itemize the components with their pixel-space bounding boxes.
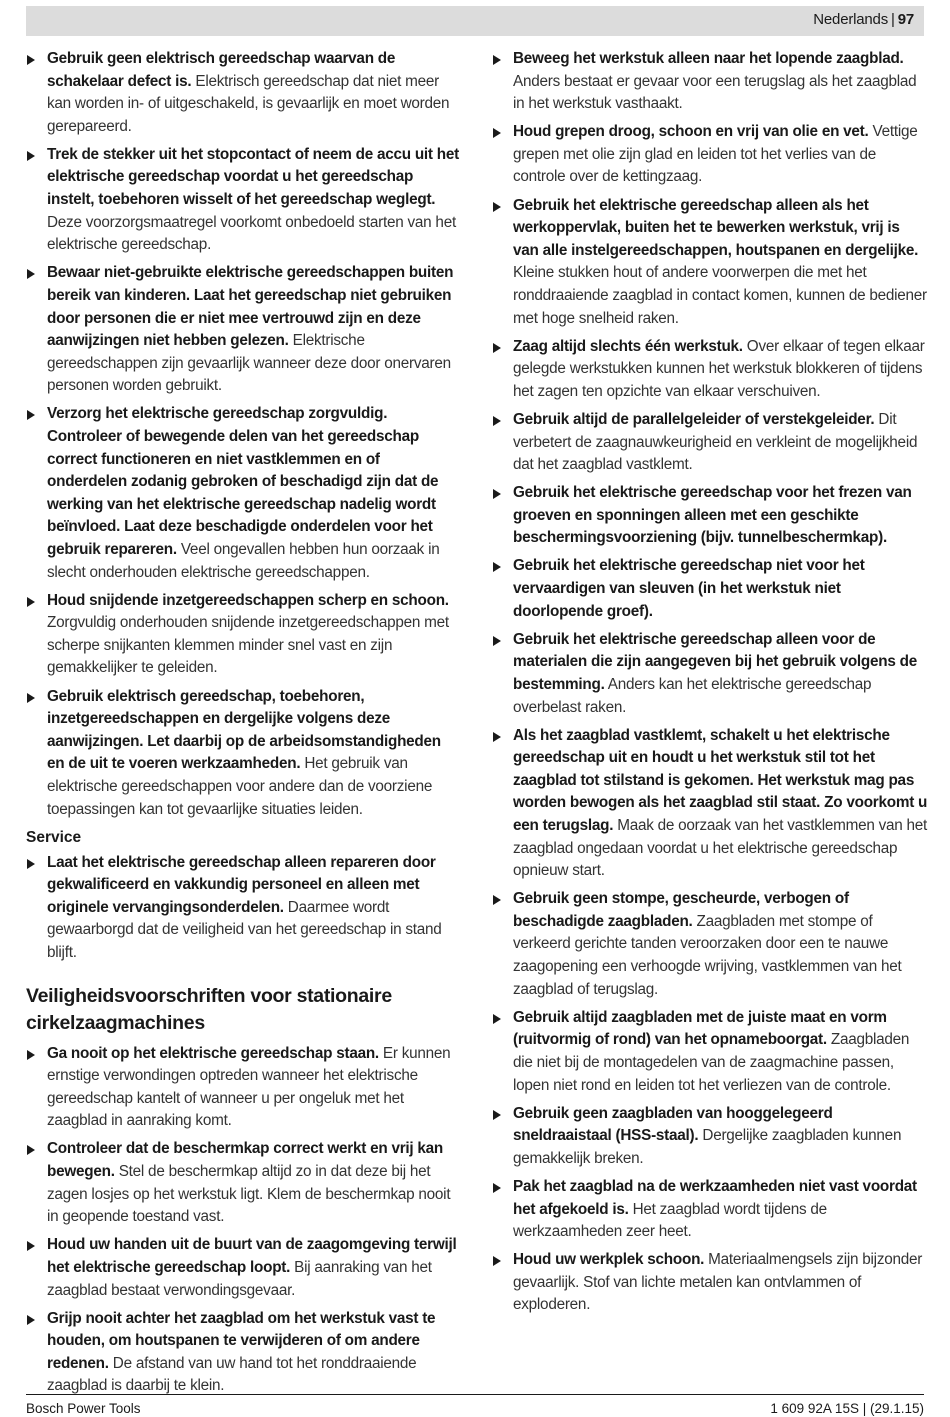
item-normal-text: Het gebruik van elektrische gereedschappen voor andere dan de voorziene toepassingen kan tot gevaarlijke situaties leiden. [47, 755, 433, 818]
item-normal-text: Over elkaar of tegen elkaar gelegde werkstukken kunnen het werkstuk blokkeren of tijdens het zagen ten opzichte van elkaar verschuiven. [513, 337, 925, 400]
bullet-triangle-icon [493, 895, 501, 905]
item-normal-text: Dit verbetert de zaagnauwkeurigheid en verkleint de mogelijkheid dat het zaagblad vastklemt. [513, 410, 918, 474]
bullet-triangle-icon [27, 151, 35, 161]
list-item [492, 1249, 928, 1317]
item-bold-text: Gebruik het elektrische gereedschap voor het frezen van groeven en sponningen alleen met een geschikte beschermingsvoorziening (bijv. tunnelbeschermkap). [513, 484, 912, 547]
bullet-triangle-icon [493, 489, 501, 499]
right-list [492, 48, 928, 1317]
item-bold-text: Grijp nooit achter het zaagblad om het werkstuk vast te houden, om houtspanen te verwijderen of om andere redenen. [47, 1309, 436, 1372]
bullet-triangle-icon [27, 1315, 35, 1325]
bullet-triangle-icon [493, 55, 501, 65]
list-item [26, 1043, 462, 1133]
list-item [26, 1138, 462, 1228]
item-bold-text: Bewaar niet-gebruikte elektrische gereedschappen buiten bereik van kinderen. Laat het gereedschap niet gebruiken door personen die er niet mee vertrouwd zijn en deze aanwijzingen niet hebben gelezen. [47, 264, 454, 350]
bullet-triangle-icon [493, 1014, 501, 1024]
bullet-triangle-icon [27, 1145, 35, 1155]
bullet-triangle-icon [493, 732, 501, 742]
item-normal-text: Veel ongevallen hebben hun oorzaak in slecht onderhouden elektrische gereedschappen. [47, 540, 440, 581]
item-bold-text: Controleer dat de beschermkap correct werkt en vrij kan bewegen. [47, 1140, 444, 1181]
item-bold-text: Beweeg het werkstuk alleen naar het lopende zaagblad. [513, 50, 904, 67]
header-language: Nederlands [813, 11, 888, 28]
list-item [26, 1308, 462, 1398]
item-bold-text: Zaag altijd slechts één werkstuk. [513, 337, 743, 355]
item-bold-text: Gebruik altijd zaagbladen met de juiste maat en vorm (ruitvormig of rond) van het opnameboorgat. [513, 1008, 887, 1049]
list-item [492, 482, 928, 550]
bullet-triangle-icon [27, 410, 35, 420]
bullet-triangle-icon [493, 1256, 501, 1266]
list-item [492, 1103, 928, 1171]
footer-divider [26, 1394, 924, 1395]
list-item [492, 48, 928, 116]
footer-brand: Bosch Power Tools [26, 1401, 141, 1416]
left-top-list [26, 48, 462, 821]
list-item [26, 48, 462, 138]
item-normal-text: Elektrische gereedschappen zijn gevaarlijk wanneer deze door onervaren personen worden gebruikt. [47, 332, 451, 395]
item-bold-text: Laat het elektrische gereedschap alleen repareren door gekwalificeerd en vakkundig personeel en alleen met originele vervangingsonderdelen. [47, 853, 436, 916]
page-header [26, 6, 924, 36]
bullet-triangle-icon [27, 55, 35, 65]
right-column [492, 48, 928, 1322]
item-normal-text: Er kunnen ernstige verwondingen optreden wanneer het elektrische gereedschap kantelt of wanneer u per ongeluk met het zaagblad in aanraking komt. [47, 1044, 451, 1130]
item-normal-text: Het zaagblad wordt tijdens de werkzaamheden zeer heet. [513, 1200, 827, 1241]
list-item [26, 1234, 462, 1302]
item-bold-text: Ga nooit op het elektrische gereedschap staan. [47, 1044, 379, 1062]
item-normal-text: Zaagbladen die niet bij de montagedelen van de zaagmachine passen, lopen niet rond en leiden tot het verliezen van de controle. [513, 1031, 910, 1094]
bullet-triangle-icon [493, 1110, 501, 1120]
item-normal-text: Kleine stukken hout of andere voorwerpen die met het ronddraaiende zaagblad in contact komen, kunnen de bediener met hoge snelheid raken. [513, 264, 927, 327]
item-normal-text: Daarmee wordt gewaarborgd dat de veiligheid van het gereedschap in stand blijft. [47, 898, 442, 961]
item-normal-text: Maak de oorzaak van het vastklemmen van het zaagblad ongedaan voordat u het elektrische gereedschap opnieuw start. [513, 817, 928, 880]
item-normal-text: Stel de beschermkap altijd zo in dat deze bij het zagen losjes op het werkstuk ligt. Klem de beschermkap nooit in geopende toestand vast. [47, 1163, 451, 1226]
item-normal-text: Elektrisch gereedschap dat niet meer kan worden in- of uitgeschakeld, is gevaarlijk en moet worden gerepareerd. [47, 72, 450, 135]
item-bold-text: Gebruik geen stompe, gescheurde, verbogen of beschadigde zaagbladen. [513, 890, 849, 930]
item-normal-text: Dergelijke zaagbladen kunnen gemakkelijk breken. [513, 1127, 902, 1167]
list-item [492, 336, 928, 404]
bullet-triangle-icon [493, 1183, 501, 1193]
item-bold-text: Houd uw handen uit de buurt van de zaagomgeving terwijl het elektrische gereedschap loopt. [47, 1236, 457, 1276]
bullet-triangle-icon [27, 269, 35, 279]
item-bold-text: Gebruik geen elektrisch gereedschap waarvan de schakelaar defect is. [47, 50, 396, 90]
item-normal-text: Zorgvuldig onderhouden snijdende inzetgereedschappen met scherpe snijkanten klemmen minder snel vast en zijn gemakkelijker te geleiden. [47, 614, 449, 677]
item-normal-text: Materiaalmengsels zijn bijzonder gevaarlijk. Stof van lichte metalen kan ontvlammen of exploderen. [513, 1251, 923, 1314]
item-bold-text: Trek de stekker uit het stopcontact of neem de accu uit het elektrische gereedschap voordat u het gereedschap instelt, toebehoren wisselt of het gereedschap weglegt. [47, 145, 459, 209]
item-bold-text: Gebruik geen zaagbladen van hooggelegeerd sneldraaistaal (HSS-staal). [513, 1104, 833, 1145]
bullet-triangle-icon [27, 859, 35, 869]
item-bold-text: Pak het zaagblad na de werkzaamheden niet vast voordat het afgekoeld is. [513, 1177, 917, 1218]
list-item [492, 888, 928, 1001]
item-bold-text: Als het zaagblad vastklemt, schakelt u het elektrische gereedschap uit en houdt u het werkstuk stil tot het zaagblad tot stilstand is gekomen. Het werkstuk mag pas worden bewogen als het zaagblad stil staat. Zo voorkomt u een terugslag. [513, 726, 928, 834]
bullet-triangle-icon [493, 636, 501, 646]
item-bold-text: Gebruik elektrisch gereedschap, toebehoren, inzetgereedschappen en dergelijke volgens deze aanwijzingen. Let daarbij op de arbeidsomstandigheden en de uit te voeren werkzaamheden. [47, 687, 441, 773]
item-bold-text: Houd grepen droog, schoon en vrij van olie en vet. [513, 123, 869, 141]
list-item [26, 590, 462, 680]
list-item [26, 403, 462, 584]
list-item [492, 725, 928, 883]
item-normal-text: Bij aanraking van het zaagblad bestaat verwondingsgevaar. [47, 1258, 432, 1299]
bullet-triangle-icon [27, 597, 35, 607]
list-item [492, 1176, 928, 1244]
item-bold-text: Gebruik altijd de parallelgeleider of verstekgeleider. [513, 410, 875, 428]
item-normal-text: Deze voorzorgsmaatregel voorkomt onbedoeld starten van het elektrische gereedschap. [47, 213, 456, 254]
left-column [26, 48, 462, 1403]
item-normal-text: Anders kan het elektrische gereedschap overbelast raken. [513, 675, 872, 716]
list-item [26, 262, 462, 398]
item-bold-text: Gebruik het elektrische gereedschap niet voor het vervaardigen van sleuven (in het werkstuk niet doorlopende groef). [513, 557, 865, 620]
bullet-triangle-icon [493, 562, 501, 572]
bullet-triangle-icon [493, 128, 501, 138]
bullet-triangle-icon [493, 416, 501, 426]
item-bold-text: Houd snijdende inzetgereedschappen scherp en schoon. [47, 591, 449, 609]
item-bold-text: Gebruik het elektrische gereedschap alleen als het werkoppervlak, buiten het te bewerken werkstuk, vrij is van alle instelgereedschappen, houtspanen en dergelijke. [513, 196, 919, 259]
bullet-triangle-icon [27, 1241, 35, 1251]
item-bold-text: Verzorg het elektrische gereedschap zorgvuldig. Controleer of bewegende delen van het gereedschap correct functioneren en niet vastklemmen en of onderdelen zodanig gebroken of beschadigd zijn dat de werking van het elektrische gereedschap nadelig wordt beïnvloed. Laat deze beschadigde onderdelen voor het gebruik repareren. [47, 405, 439, 558]
item-bold-text: Gebruik het elektrische gereedschap alleen voor de materialen die zijn aangegeven bij het gebruik volgens de bestemming. [513, 630, 917, 693]
bullet-triangle-icon [493, 343, 501, 353]
list-item [26, 852, 462, 965]
bullet-triangle-icon [27, 1050, 35, 1060]
service-heading: Service [26, 828, 82, 846]
list-item [492, 121, 928, 189]
bullet-triangle-icon [493, 202, 501, 212]
header-separator: | [891, 11, 895, 28]
item-normal-text: Anders bestaat er gevaar voor een terugslag als het zaagblad in het werkstuk vasthaakt. [513, 72, 917, 113]
item-normal-text: Vettige grepen met olie zijn glad en leiden tot het verlies van de controle over de kettingzaag. [513, 123, 918, 186]
page-number: 97 [897, 11, 914, 28]
bullet-triangle-icon [27, 693, 35, 703]
section-list [26, 1043, 462, 1398]
list-item [492, 629, 928, 719]
list-item [492, 409, 928, 477]
list-item [492, 195, 928, 331]
service-list [26, 852, 462, 965]
list-item [26, 144, 462, 257]
list-item [492, 555, 928, 623]
section-title: Veiligheidsvoorschriften voor stationaire cirkelzaagmachines [26, 984, 392, 1034]
list-item [492, 1007, 928, 1097]
header-text [813, 11, 914, 28]
item-bold-text: Houd uw werkplek schoon. [513, 1251, 705, 1269]
item-normal-text: Zaagbladen met stompe of verkeerd gerichte tanden veroorzaken door een te nauwe zaagopening een verhoogde wrijving, vastklemmen van het zaagblad of terugslag. [513, 912, 902, 998]
footer-doc-id: 1 609 92A 15S | (29.1.15) [770, 1401, 924, 1416]
list-item [26, 686, 462, 822]
item-normal-text: De afstand van uw hand tot het ronddraaiende zaagblad is daarbij te klein. [47, 1354, 417, 1395]
